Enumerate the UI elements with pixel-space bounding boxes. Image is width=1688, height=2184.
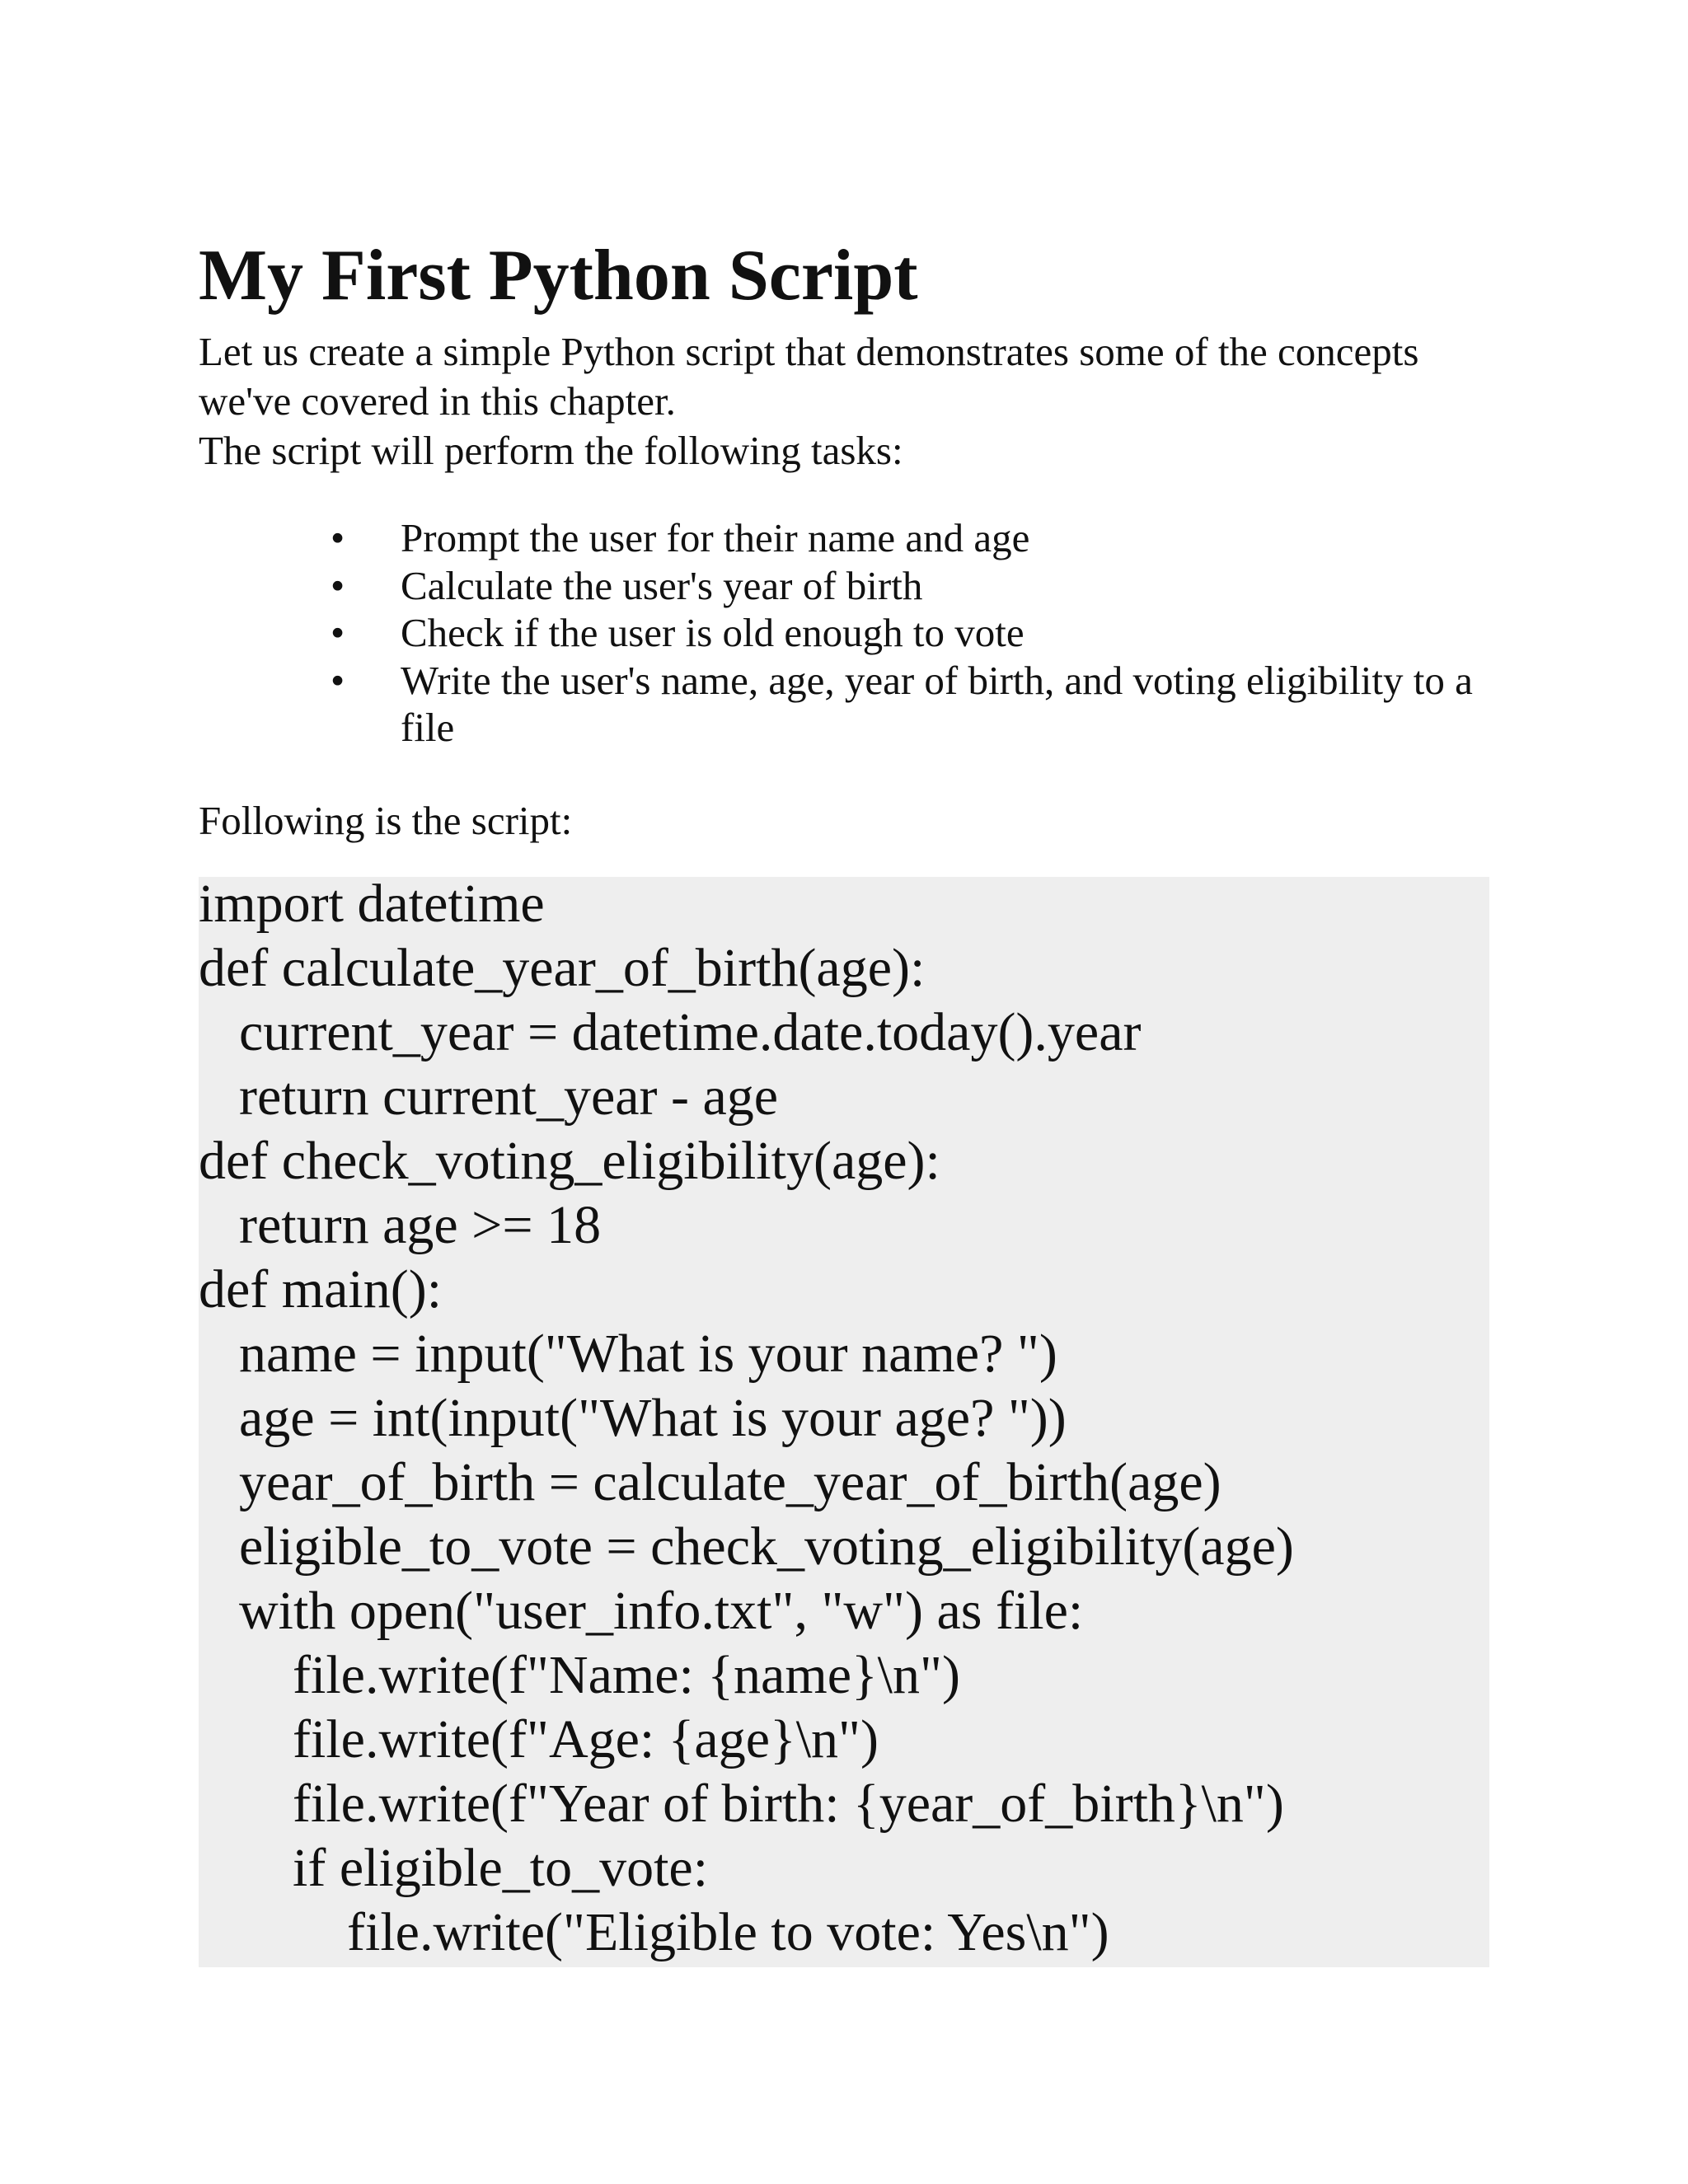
code-line: year_of_birth = calculate_year_of_birth(age) xyxy=(239,1452,1221,1512)
code-line: current_year = datetime.date.today().year xyxy=(239,1002,1142,1062)
intro-text: Let us create a simple Python script that demonstrates some of the concepts we've covered in this chapter. xyxy=(199,329,1419,424)
code-line: def main(): xyxy=(199,1259,443,1319)
code-line: eligible_to_vote = check_voting_eligibility(age) xyxy=(239,1516,1294,1577)
code-block xyxy=(199,874,1489,1967)
code-line: with open("user_info.txt", "w") as file: xyxy=(239,1581,1084,1641)
task-text: Prompt the user for their name and age xyxy=(401,515,1030,560)
code-line: return age >= 18 xyxy=(239,1195,602,1255)
bullet-icon: • xyxy=(331,562,345,608)
code-line: import datetime xyxy=(199,874,545,934)
intro-tasks-lead: The script will perform the following tasks: xyxy=(199,428,903,473)
page-title: My First Python Script xyxy=(199,236,918,316)
code-line: age = int(input("What is your age? ")) xyxy=(239,1388,1067,1448)
list-item xyxy=(199,609,1489,657)
list-item xyxy=(199,562,1489,610)
bullet-icon: • xyxy=(331,515,345,560)
code-line: def calculate_year_of_birth(age): xyxy=(199,938,926,998)
task-text: Calculate the user's year of birth xyxy=(401,562,923,608)
code-line: if eligible_to_vote: xyxy=(293,1838,709,1898)
code-line: def check_voting_eligibility(age): xyxy=(199,1131,940,1191)
list-item xyxy=(199,657,1489,752)
code-line: name = input("What is your name? ") xyxy=(239,1324,1057,1384)
task-text: Write the user's name, age, year of birth, and voting eligibility to a file xyxy=(401,657,1473,750)
bullet-icon: • xyxy=(331,610,345,655)
script-lead-text: Following is the script: xyxy=(199,798,573,843)
bullet-icon: • xyxy=(331,657,345,703)
code-line: file.write("Eligible to vote: Yes\n") xyxy=(347,1902,1109,1962)
intro-paragraph xyxy=(199,327,1489,476)
task-text: Check if the user is old enough to vote xyxy=(401,610,1025,655)
code-line: return current_year - age xyxy=(239,1066,779,1127)
code-line: file.write(f"Year of birth: {year_of_birth}\n") xyxy=(293,1774,1284,1834)
list-item xyxy=(199,514,1489,562)
task-list xyxy=(199,514,1489,752)
code-line: file.write(f"Age: {age}\n") xyxy=(293,1709,879,1769)
code-line: file.write(f"Name: {name}\n") xyxy=(293,1645,960,1705)
